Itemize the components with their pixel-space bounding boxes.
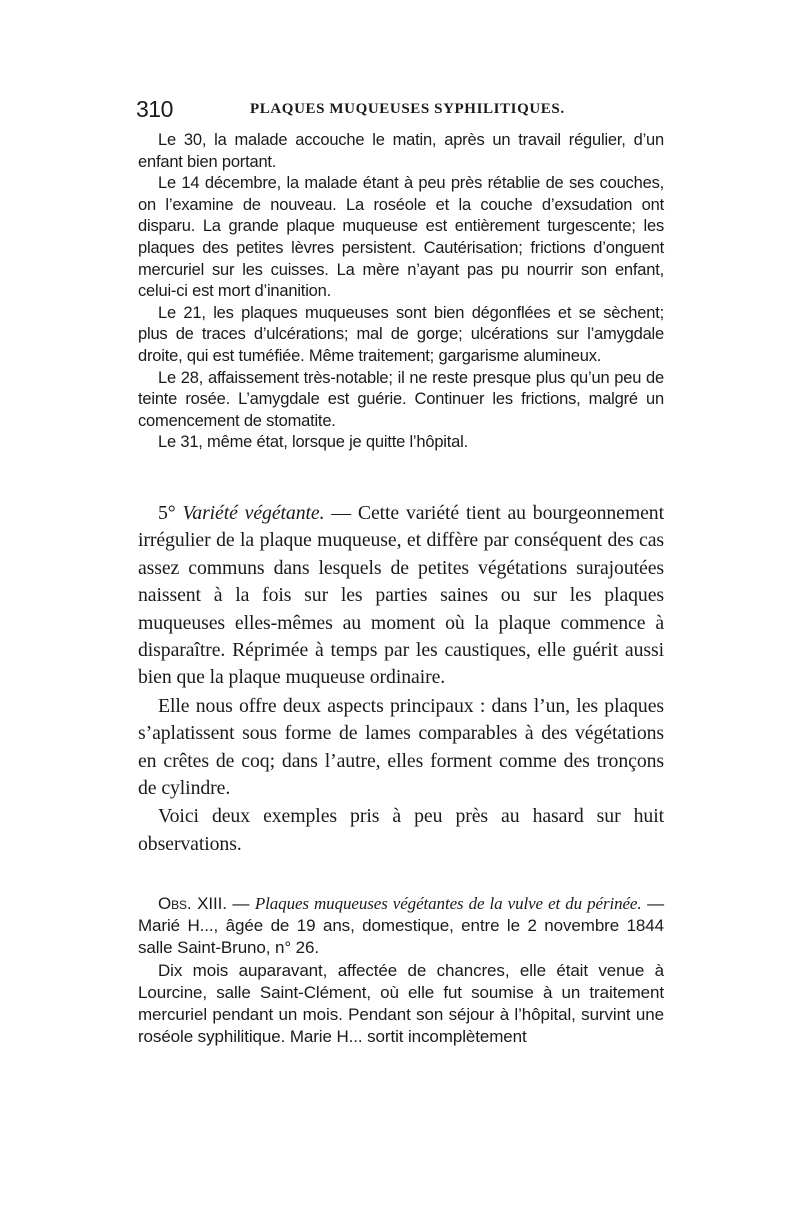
variety-number: 5° — [158, 502, 176, 524]
main-text — [138, 500, 664, 858]
case-note-30: Le 30, la malade accouche le matin, après un travail régulier, d’un enfant bien portant. — [138, 131, 664, 171]
variety-title: Variété végétante. — [182, 502, 325, 524]
running-head — [136, 96, 664, 126]
aspects-paragraph: Elle nous offre deux aspects principaux : dans l’un, les plaques s’aplatissent sous forme de lames comparables à des végétations en crêtes de coq; dans l’autre, elles forment comme des tronçons de cylindre. — [138, 694, 664, 800]
page-number: 310 — [136, 96, 173, 122]
observation-label: Obs. XIII. — [158, 894, 227, 913]
case-note-14-december: Le 14 décembre, la malade étant à peu près rétablie de ses couches, on l’examine de nouveau. La roséole et la couche d’exsudation ont disparu. La grande plaque muqueuse est entièrement turgescente; les plaques des petites lèvres persistent. Cautérisation; frictions d’onguent mercuriel sur les cuisses. La mère n’ayant pas pu nourrir son enfant, celui-ci est mort d’inanition. — [138, 174, 664, 301]
case-note-28: Le 28, affaissement très-notable; il ne reste presque plus qu’un peu de teinte rosée. L’amygdale est guérie. Continuer les frictions, malgré un comencement de stomatite. — [138, 368, 664, 430]
examples-paragraph: Voici deux exemples pris à peu près au hasard sur huit observations. — [138, 805, 664, 855]
observation-intro-text: — Marié H..., âgée de 19 ans, domestique, entre le 2 novembre 1844 salle Saint-Bruno, n° 26. — [138, 894, 664, 958]
case-note-31: Le 31, même état, lorsque je quitte l’hôpital. — [158, 433, 468, 452]
observation-title: Plaques muqueuses végétantes de la vulve et du périnée. — [254, 894, 642, 913]
observation-xiii — [138, 893, 664, 1048]
observation-history: Dix mois auparavant, affectée de chancres, elle était venue à Lourcine, salle Saint-Clément, où elle fut soumise à un traitement mercuriel pendant un mois. Pendant son séjour à l’hôpital, survint une roséole syphilitique. Marie H... sortit incomplètement — [138, 960, 664, 1047]
case-note-21: Le 21, les plaques muqueuses sont bien dégonflées et se sèchent; plus de traces d’ulcérations; mal de gorge; ulcérations sur l’amygdale droite, qui est tuméfiée. Même traitement; gargarisme alumineux. — [138, 303, 664, 365]
variety-paragraph — [138, 500, 664, 692]
case-notes — [138, 130, 664, 454]
variety-text: — Cette variété tient au bourgeonnement irrégulier de la plaque muqueuse, et diffère par conséquent des cas assez communs dans lesquels de petites végétations surajoutées naissent à la fois sur les parties saines ou sur les plaques muqueuses elles-mêmes au moment où la plaque commence à disparaître. Réprimée à temps par les caustiques, elle guérit aussi bien que la plaque muqueuse ordinaire. — [138, 502, 664, 689]
observation-dash: — — [226, 894, 255, 913]
observation-intro — [138, 893, 664, 960]
running-title: PLAQUES MUQUEUSES SYPHILITIQUES. — [250, 101, 565, 117]
